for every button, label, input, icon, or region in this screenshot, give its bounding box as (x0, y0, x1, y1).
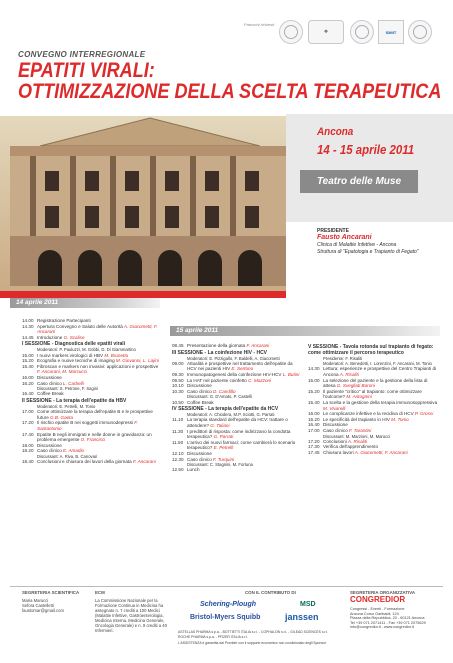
program-time: 15.20 (22, 358, 34, 364)
program-title: La scelta e la gestione della terapia immunosoppressiva M. Vivarelli (323, 399, 438, 411)
program-title: Lettura: esperienze e prospettive del Centro Trapianti di Ancona A. Risaliti (323, 366, 437, 377)
program-speaker: E. Sertono (230, 366, 254, 372)
sponsor-bms: Bristol-Myers Squibb (190, 614, 261, 621)
program-speaker: E. Amadio (61, 448, 85, 454)
event-city: Ancona (317, 126, 354, 138)
day1-program-item (22, 324, 162, 335)
program-time: 14.00 (22, 318, 34, 323)
program-speaker: L. Butini (281, 371, 300, 377)
building-image (0, 116, 286, 298)
program-time: 18.40 (22, 459, 34, 465)
seg-sci-text: Maria Marucci Sefora Castelletti faustomar@gmail.com (22, 598, 64, 613)
day1-discussant: Discussant: S. Petrone, F. Sagini (37, 386, 98, 392)
day2-program (172, 343, 302, 473)
program-speaker: G. Svegliati Baroni (335, 383, 375, 389)
day1-program-item (22, 432, 162, 443)
logo-simit: SIMIT (378, 20, 404, 44)
program-speaker: E. Petrelli (212, 445, 234, 451)
org-text: Congressi - Eventi - Formazione Ancona Corso Garibaldi, 124 Piazza della Repubblica, 20 - 60121 Ancona Tel +39 071 2071411 - Fax +39 071 2075629 info@congredior.it - www.congredior.it (350, 607, 426, 630)
program-title: Discussione (37, 374, 62, 380)
day2-discussant: Discussant: C. Stagnini, M. Fortuna (187, 462, 253, 468)
program-speaker: M. Vivarelli (323, 405, 346, 411)
program-title: La terapia standard dell'epatite da HCV: trattare o attendere? G. Taliani (187, 417, 288, 428)
program-speaker: F. Santantonio (37, 420, 138, 431)
logo-2: ❖ (308, 20, 344, 44)
program-title: Lunch (187, 467, 200, 473)
program-speaker: F. Turquini (211, 456, 235, 462)
program-speaker: O. Francisci (79, 437, 106, 443)
program-speaker: G. Parrati (212, 434, 234, 440)
convegno-label: CONVEGNO INTERREGIONALE (18, 50, 146, 59)
program-speaker: C. Mazzoni (246, 377, 272, 383)
logo-5 (408, 20, 432, 44)
president-line1: Clinica di Malattie Infettive - Ancona (317, 242, 397, 249)
sponsor-small-2: ROCHE PHARMA s.p.a. - PFIZER ITALIA s.r.l. (178, 635, 248, 639)
day1-session-title: I SESSIONE - Diagnostica delle epatiti virali (22, 341, 126, 348)
program-title: Caso clinico L. Carbelli (37, 380, 84, 386)
org-header: SEGRETERIA ORGANIZZATIVA (350, 590, 416, 595)
sponsor-small-3: L'ASSISTENZA è garantita dal Provider con il supporto economico non condizionato degli Sponsor (178, 641, 327, 645)
logo-3 (350, 20, 374, 44)
day2-session-title: IV SESSIONE - La terapia dell'epatite da HCV (172, 406, 279, 413)
sponsor-header: CON IL CONTRIBUTO DI (245, 590, 296, 595)
day1-session-title: II SESSIONE - La terapia dell'epatite da HBV (22, 397, 127, 404)
program-time: 17.40 (22, 431, 34, 437)
program-title: Conclusioni A. Risaliti (323, 438, 367, 444)
day2-program-afternoon (308, 343, 438, 456)
program-title: Come ottimizzare la terapia dell'epatite B e le prospettive future G.B. Gaeta (37, 409, 153, 420)
program-time: 14.30 (22, 323, 34, 329)
day2b-program-item (308, 389, 438, 400)
program-speaker: F. Tarantini (347, 427, 372, 433)
ecm-header: ECM (95, 590, 105, 595)
president-name: Fausto Ancarani (317, 234, 372, 242)
program-speaker: D. Candillo (211, 388, 236, 394)
page-title: EPATITI VIRALI: OTTIMIZZAZIONE DELLA SCELTA TERAPEUTICA (18, 59, 442, 103)
program-speaker: A. Risaliti (338, 372, 359, 377)
day2-moderators: Moderatori: E. Pizzigallo, F. Baldelli, A. Giacometti (187, 355, 280, 361)
program-time: 10.30 (172, 388, 184, 394)
day2-program-item (172, 440, 302, 451)
day1-program (22, 318, 162, 465)
day1-discussant: Discussant: A. Riva, B. Canovari (37, 453, 98, 459)
program-title: Coffee Break (187, 399, 214, 405)
day1-moderators: Moderatori: P. Pauluzzi, M. Gobbi, D. Di Giammartino (37, 347, 136, 353)
program-speaker: M. Tonio (389, 416, 409, 422)
program-time: 14.45 (22, 334, 34, 340)
program-title: Coffee Break (37, 391, 64, 397)
day2b-program-item (308, 450, 438, 456)
program-time: 15.20 (308, 388, 320, 394)
program-title: Il rischio epatite B nei soggetti immunodepressi F. Santantonio (37, 420, 138, 431)
program-speaker: F. Ancarani (245, 343, 270, 348)
day2b-moderators: Presidente: F. Risaliti (323, 356, 363, 361)
program-time: 12.30 (172, 456, 184, 462)
program-title: Le specificità del trapianto in HIV M. Tonio (323, 416, 409, 422)
program-title: La HAT nel paziente coinfetto C. Mazzoni (187, 377, 272, 383)
program-title: Immunopatogenesi della coinfezione HIV-HCV L. Butini (187, 371, 300, 377)
day2b-program-item (308, 378, 438, 389)
program-title: Registrazione Partecipanti (37, 318, 91, 323)
program-title: Discussione (37, 442, 62, 448)
program-title: I nuovi markers virologici di HBV M. Brunetto (37, 352, 129, 358)
logo-1 (279, 20, 303, 44)
day1-moderators: Moderatori: E. Petrelli, M. Tonio (37, 403, 96, 409)
program-title: Introduzione G. Scalise (37, 334, 85, 340)
seg-sci-header: SEGRETERIA SCIENTIFICA (22, 590, 80, 595)
program-title: L'arrivo dei nuovi farmaci: come cambierà lo scenario terapeutico? E. Petrelli (187, 439, 296, 451)
day2-program-item (172, 343, 302, 349)
red-band (0, 291, 286, 298)
program-time: 15.00 (22, 352, 34, 358)
program-speaker: M. Brunetto (103, 352, 129, 358)
program-speaker: M. Giovanni, L. Lajini (114, 358, 159, 364)
program-title: Discussione (187, 450, 212, 456)
program-title: Caso clinico D. Candillo (187, 388, 236, 394)
program-time: 12.50 (172, 467, 184, 473)
program-title: Conclusioni e chiusura dei lavori della giornata F. Ancarani (37, 459, 156, 465)
program-title: Presentazione della giornata F. Ancarani (187, 343, 270, 348)
sponsor-janssen: janssen (285, 612, 319, 622)
program-time: 11.10 (172, 417, 184, 423)
program-speaker: P. Grossi (413, 411, 434, 417)
program-time: 11.30 (172, 428, 184, 434)
program-speaker: A. Giacometti, F. Ancarani (353, 449, 408, 455)
day2-program-item (172, 400, 302, 406)
president-line2: Struttura di "Epatologia e Trapianto di Fegato" (317, 248, 419, 255)
program-title: Discussione (187, 383, 212, 389)
program-title: Caso clinico F. Tarantini (323, 427, 372, 433)
day2-session-title: III SESSIONE - La coinfezione HIV - HCV (172, 349, 268, 356)
program-time: 17.45 (308, 449, 320, 455)
program-time: 16.00 (308, 411, 320, 417)
day2-program-item (172, 417, 302, 428)
program-title: Attualità e prospettive nel trattamento dell'epatite da HCV nei pazienti HIV E. Sertono (187, 360, 293, 372)
program-time: 17.20 (308, 438, 320, 444)
sponsor-small-1: ASTELLAS PHARMA s.p.a. - BOTTIETTI ITALIA s.r.l. - COPHALON s.r.l. - GILEAD SCIENCES s.r.l. (178, 630, 329, 634)
day1-header: 14 aprile 2011 (10, 298, 160, 308)
program-title: Caso clinico F. Turquini (187, 456, 235, 462)
event-venue: Teatro delle Muse (300, 170, 418, 193)
program-speaker: G. Taliani (208, 422, 230, 428)
program-time: 15.00 (308, 377, 320, 383)
program-time: 11.50 (172, 439, 184, 445)
program-time: 16.20 (22, 380, 34, 386)
program-time: 08.45 (172, 343, 184, 348)
program-time: 14.30 (308, 366, 320, 372)
program-time: 17.30 (308, 444, 320, 450)
program-title: Ecografia e nuove tecniche di imaging M. Giovanni, L. Lajini (37, 358, 159, 364)
sponsor-msd: MSD (300, 601, 316, 608)
day2b-moderators: Moderatori: A. Benedetti, I. Lorenzini, F. Ancarani, M. Tonio (323, 361, 432, 367)
program-time: 18.00 (22, 442, 34, 448)
program-time: 12.10 (172, 450, 184, 456)
ecm-text: La Commissione Nazionale per la Formazione Continua in Medicina ha assegnato n. 7 crediti a 100 Medici (Malattie Infettive, Gastroenterologia, Medicina Interna, Medicina Generale, Oncologia Generale) e n. 8 crediti a 40 Infermieri. (95, 598, 167, 633)
program-time: 09.00 (172, 360, 184, 366)
program-title: Il paziente "critico" al trapianto: come ottimizzare l'outcome? M. Antognini (323, 388, 422, 400)
program-time: 16.40 (308, 422, 320, 428)
program-time: 15.40 (308, 399, 320, 405)
program-title: Epatite B negli immigrati e nelle donne in gravidanza: un problema emergente O. Francisci (37, 431, 152, 443)
program-time: 17.00 (22, 409, 34, 415)
program-title: I predittori di risposta: come indirizzano la condotta terapeutica? G. Parrati (187, 428, 291, 440)
program-title: La selezione del paziente e la gestione della lista di attesa G. Svegliati Baroni (323, 377, 428, 389)
program-title: Chiusura lavori A. Giacometti, F. Ancarani (323, 449, 408, 455)
event-dates: 14 - 15 aprile 2011 (317, 142, 415, 157)
program-speaker: L. Carbelli (61, 380, 84, 386)
day1-program-item (22, 335, 162, 341)
day2-header: 15 aprile 2011 (170, 326, 440, 336)
day2-moderators: Moderatori: A. Chiodera, M.P. Sciotti, G. Parrati (187, 412, 275, 418)
program-title: Caso clinico E. Amadio (37, 448, 85, 454)
program-time: 09.30 (172, 371, 184, 377)
program-speaker: A. Giacometti, F. Ancarani (37, 323, 158, 335)
day1-program-item (22, 459, 162, 465)
org-name: CONGREDIOR (350, 595, 406, 604)
program-time: 15.40 (22, 363, 34, 369)
day1-program-item (22, 364, 162, 375)
program-speaker: F. Ancarani (131, 459, 156, 465)
program-time: 10.10 (172, 383, 184, 389)
patrocini-label: Patrocini richiesti (244, 22, 275, 27)
program-title: Verifica dell'apprendimento (323, 444, 379, 450)
program-speaker: F. Ancarani, M. Marcucci (37, 369, 88, 375)
program-speaker: G. Scalise (62, 334, 85, 340)
day1-program-item (22, 420, 162, 431)
event-panel (286, 114, 453, 222)
day2b-program-item (308, 366, 438, 377)
program-title: Discussione (323, 422, 348, 428)
president-block (317, 228, 419, 255)
day2-program-item (172, 429, 302, 440)
program-time: 09.50 (172, 377, 184, 383)
day2b-session-title: V SESSIONE - Tavola rotonda sul trapianto di fegato: come ottimizzare il percorso terapeutico (308, 344, 434, 356)
program-time: 10.50 (172, 399, 184, 405)
program-speaker: A. Risaliti (346, 438, 367, 444)
program-time: 17.00 (308, 427, 320, 433)
footer-divider (10, 586, 443, 587)
day2-program-item (172, 361, 302, 372)
president-label: PRESIDENTE (317, 228, 349, 234)
day2b-program-item (308, 400, 438, 411)
program-title: Le complicanze infettive e la recidiva di HCV P. Grossi (323, 411, 434, 417)
program-time: 16.40 (22, 391, 34, 397)
program-speaker: M. Antognini (345, 394, 372, 400)
program-time: 18.20 (22, 448, 34, 454)
sponsor-schering: Schering-Plough (200, 601, 256, 608)
program-time: 17.20 (22, 420, 34, 426)
program-time: 16.20 (308, 416, 320, 422)
day2b-discussant: Discussant: M. Marzioni, M. Marucci (323, 433, 391, 439)
day1-program-item (22, 391, 162, 397)
day1-program-item (22, 409, 162, 420)
day2-discussant: Discussant: G. D'Amato, P. Castelli (187, 394, 252, 400)
program-title: Fibroscan e markers non invasivi: applicazioni e prospettive F. Ancarani, M. Marcucci (37, 363, 159, 375)
program-time: 16.00 (22, 374, 34, 380)
program-speaker: G.B. Gaeta (48, 414, 74, 420)
program-title: Apertura Convegno e Saluto delle Autorità A. Giacometti, F. Ancarani (37, 323, 158, 335)
day2-program-item (172, 467, 302, 473)
